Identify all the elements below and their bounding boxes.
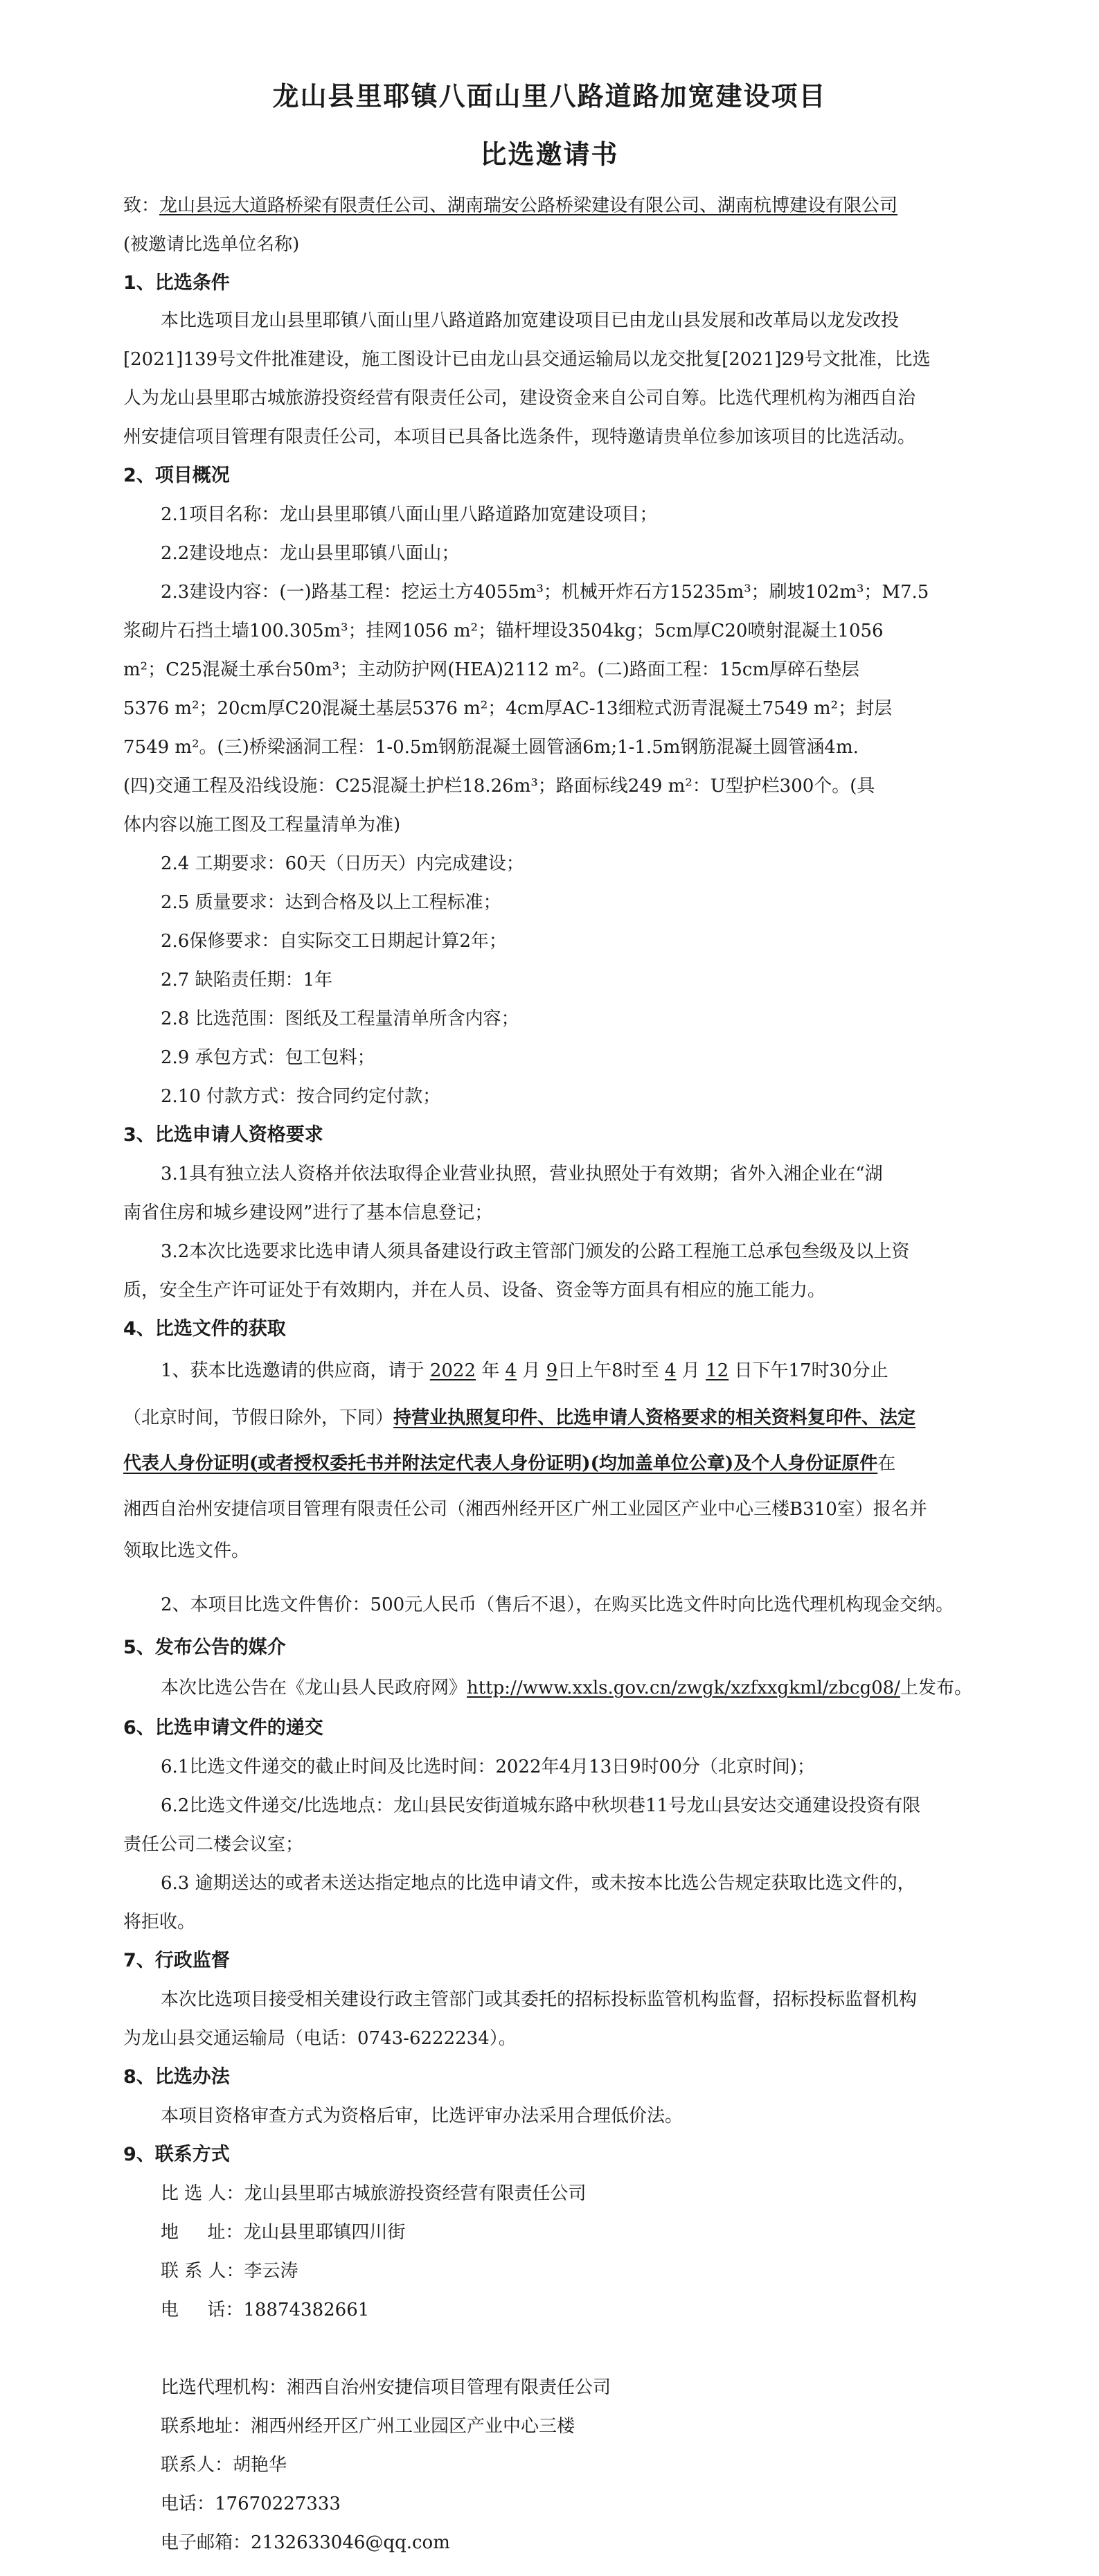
s2-item-5: 2.5 质量要求：达到合格及以上工程标准； [161,892,501,913]
s3-item-2-line-1: 3.2本次比选要求比选申请人须具备建设行政主管部门颁发的公路工程施工总承包叁级及以上资 [161,1241,910,1262]
s6-item-2-line-2: 责任公司二楼会议室； [123,1834,304,1855]
agency-email-value[interactable]: 2132633046@qq.com [251,2532,450,2553]
s4-line-1 [161,1359,888,1383]
s2-item-3-line-6: (四)交通工程及沿线设施：C25混凝土护栏18.26m³；路面标线249 m²：U型护栏300个。(具 [123,776,875,797]
s4-line-2-pre: （北京时间，节假日除外，下同） [123,1407,394,1428]
agency-phone-value: 17670227333 [215,2494,341,2514]
section-1-heading: 1、比选条件 [123,272,230,294]
s2-item-4: 2.4 工期要求：60天（日历天）内完成建设； [161,853,524,874]
s2-item-2: 2.2建设地点：龙山县里耶镇八面山； [161,543,460,564]
s4-line-3-post: 在 [877,1453,896,1474]
agency-name-label: 比选代理机构： [161,2377,287,2398]
agency-address-label: 联系地址： [161,2416,251,2437]
s1-line-1: 本比选项目龙山县里耶镇八面山里八路道路加宽建设项目已由龙山县发展和改革局以龙发改投 [161,310,900,331]
contact-address [161,2221,405,2244]
year-label: 年 [481,1360,500,1381]
section-4-heading: 4、比选文件的获取 [123,1318,286,1340]
agency-phone [161,2492,341,2516]
start-year: 2022 [429,1360,476,1381]
s4-line-4: 湘西自治州安捷信项目管理有限责任公司（湘西州经开区广州工业园区产业中心三楼B310室）报名并 [123,1499,927,1520]
s8-line-1: 本项目资格审查方式为资格后审，比选评审办法采用合理低价法。 [161,2106,683,2126]
contact-selector-value: 龙山县里耶古城旅游投资经营有限责任公司 [244,2183,587,2204]
s2-item-9: 2.9 承包方式：包工包料； [161,1047,375,1068]
s2-item-8: 2.8 比选范围：图纸及工程量清单所含内容； [161,1009,519,1029]
s4-line-2 [123,1406,915,1430]
start-day: 9 [546,1360,558,1381]
s2-item-3-line-2: 浆砌片石挡土墙100.305m³；挂网1056 m²；锚杆埋设3504kg；5cm厚C20喷射混凝土1056 [123,621,884,641]
contact-selector-label: 比 选 人： [161,2183,244,2204]
end-day: 12 [706,1360,729,1381]
s2-item-3-line-5: 7549 m²。(三)桥梁涵洞工程：1-0.5m钢筋混凝土圆管涵6m;1-1.5m钢筋混凝土圆管涵4m. [123,737,859,758]
to-label: 致： [123,195,160,216]
s2-item-10: 2.10 付款方式：按合同约定付款； [161,1086,441,1107]
s2-item-7: 2.7 缺陷责任期：1年 [161,970,333,991]
section-7-heading: 7、行政监督 [123,1950,230,1971]
s2-item-1: 2.1项目名称：龙山县里耶镇八面山里八路道路加宽建设项目； [161,504,658,525]
s5-post: 上发布。 [900,1678,972,1698]
section-9-heading: 9、联系方式 [123,2144,230,2165]
month-label: 月 [522,1360,541,1381]
s6-item-2-line-1: 6.2比选文件递交/比选地点：龙山县民安街道城东路中秋坝巷11号龙山县安达交通建设投资有限 [161,1795,921,1816]
start-month: 4 [505,1360,517,1381]
s6-item-1: 6.1比选文件递交的截止时间及比选时间：2022年4月13日9时00分（北京时间)； [161,1757,815,1777]
s6-item-3-line-2: 将拒收。 [123,1912,196,1933]
s5-pre: 本次比选公告在《龙山县人民政府网》 [161,1678,467,1698]
agency-contact [161,2453,287,2477]
agency-address-value: 湘西州经开区广州工业园区产业中心三楼 [251,2416,575,2437]
contact-phone [161,2298,369,2322]
document-subtitle: 比选邀请书 [480,139,619,170]
s4-line-6: 2、本项目比选文件售价：500元人民币（售后不退），在购买比选文件时向比选代理机构现金交纳。 [161,1595,954,1615]
contact-selector [161,2182,587,2205]
s4-line-1-pre: 1、获本比选邀请的供应商，请于 [161,1360,425,1381]
contact-address-label: 地 址： [161,2222,244,2243]
contact-address-value: 龙山县里耶镇四川街 [243,2222,406,2243]
s3-item-1-line-2: 南省住房和城乡建设网”进行了基本信息登记； [123,1202,493,1223]
s2-item-3-line-3: m²；C25混凝土承台50m³；主动防护网(HEA)2112 m²。(二)路面工程：15cm厚碎石垫层 [123,659,860,680]
section-8-heading: 8、比选办法 [123,2066,230,2088]
section-5-heading: 5、发布公告的媒介 [123,1637,286,1658]
agency-email-label: 电子邮箱： [161,2532,251,2553]
month-label-2: 月 [681,1360,700,1381]
contact-person-label: 联 系 人： [161,2261,244,2282]
section-2-heading: 2、项目概况 [123,465,230,486]
announcement-url[interactable]: http://www.xxls.gov.cn/zwgk/xzfxxgkml/zbcg08/ [467,1678,900,1698]
contact-person-value: 李云涛 [244,2261,298,2282]
agency-name-value: 湘西自治州安捷信项目管理有限责任公司 [287,2377,611,2398]
agency-phone-label: 电话： [161,2494,215,2514]
s4-line-3 [123,1452,895,1475]
document-title: 龙山县里耶镇八面山里八路道路加宽建设项目 [272,81,827,112]
section-3-heading: 3、比选申请人资格要求 [123,1124,323,1146]
s1-line-2: [2021]139号文件批准建设，施工图设计已由龙山县交通运输局以龙交批复[2021]29号文批准，比选 [123,349,931,370]
contact-phone-label: 电 话： [161,2300,244,2320]
s4-line-1-mid: 日上午8时至 [557,1360,659,1381]
contact-person [161,2259,298,2283]
s4-line-1-post: 日下午17时30分止 [734,1360,888,1381]
recipients-note: (被邀请比选单位名称) [123,234,300,255]
s7-line-2: 为龙山县交通运输局（电话：0743-6222234）。 [123,2028,517,2049]
agency-address [161,2415,575,2438]
recipients: 龙山县远大道路桥梁有限责任公司、湖南瑞安公路桥梁建设有限公司、湖南杭博建设有限公司 [159,195,898,216]
end-month: 4 [664,1360,677,1381]
s2-item-3-line-7: 体内容以施工图及工程量清单为准) [123,815,401,835]
s4-line-5: 领取比选文件。 [123,1540,250,1561]
agency-contact-value: 胡艳华 [233,2455,287,2476]
agency-contact-label: 联系人： [161,2455,233,2476]
s3-item-1-line-1: 3.1具有独立法人资格并依法取得企业营业执照，营业执照处于有效期；省外入湘企业在“湖 [161,1164,883,1184]
section-6-heading: 6、比选申请文件的递交 [123,1717,323,1739]
s6-item-3-line-1: 6.3 逾期送达的或者未送达指定地点的比选申请文件，或未按本比选公告规定获取比选文件的， [161,1873,915,1894]
recipients-line [123,194,897,217]
s3-item-2-line-2: 质，安全生产许可证处于有效期内，并在人员、设备、资金等方面具有相应的施工能力。 [123,1280,826,1301]
s1-line-3: 人为龙山县里耶古城旅游投资经营有限责任公司，建设资金来自公司自筹。比选代理机构为湘西自治 [123,388,916,409]
required-documents-2: 代表人身份证明(或者授权委托书并附法定代表人身份证明)(均加盖单位公章)及个人身份证原件 [123,1453,878,1474]
required-documents-1: 持营业执照复印件、比选申请人资格要求的相关资料复印件、法定 [393,1407,916,1428]
s2-item-3-line-4: 5376 m²；20cm厚C20混凝土基层5376 m²；4cm厚AC-13细粒式沥青混凝土7549 m²；封层 [123,698,893,719]
s5-line [161,1676,972,1700]
s2-item-3-line-1: 2.3建设内容：(一)路基工程：挖运土方4055m³；机械开炸石方15235m³；刷坡102m³；M7.5 [161,582,929,603]
s2-item-6: 2.6保修要求：自实际交工日期起计算2年； [161,931,507,952]
agency-email [161,2531,450,2555]
s7-line-1: 本次比选项目接受相关建设行政主管部门或其委托的招标投标监管机构监督，招标投标监督机构 [161,1989,918,2010]
s1-line-4: 州安捷信项目管理有限责任公司，本项目已具备比选条件，现特邀请贵单位参加该项目的比选活动。 [123,427,916,447]
contact-phone-value: 18874382661 [243,2300,370,2320]
agency-name [161,2376,611,2399]
